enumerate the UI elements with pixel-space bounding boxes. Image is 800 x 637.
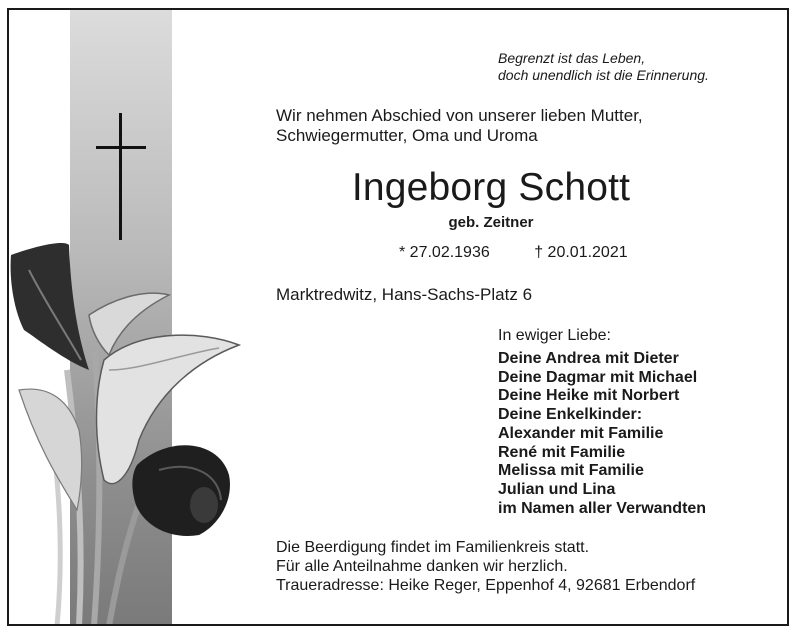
mourner-name: Deine Heike mit Norbert: [498, 387, 680, 405]
quote-line-1: Begrenzt ist das Leben,: [498, 50, 646, 66]
intro-line-2: Schwiegermutter, Oma und Uroma: [276, 126, 538, 145]
intro-line-1: Wir nehmen Abschied von unserer lieben Mutter,: [276, 106, 643, 125]
mourner-name: Alexander mit Familie: [498, 424, 664, 442]
funeral-notice: [276, 538, 695, 595]
mourners-heading: In ewiger Liebe:: [498, 327, 611, 344]
quote-line-2: doch unendlich ist die Erinnerung.: [498, 67, 709, 83]
mourners-list: [498, 350, 706, 518]
mourner-name: René mit Familie: [498, 443, 626, 461]
footer-line-2: Für alle Anteilnahme danken wir herzlich.: [276, 558, 568, 575]
quote: [498, 50, 778, 84]
mourner-name: im Namen aller Verwandten: [498, 499, 707, 517]
mourner-name: Deine Enkelkinder:: [498, 406, 643, 424]
death-date: † 20.01.2021: [534, 244, 628, 261]
maiden-name: geb. Zeitner: [448, 214, 534, 231]
mourner-name: Julian und Lina: [498, 480, 616, 498]
residence-address: Marktredwitz, Hans-Sachs-Platz 6: [276, 285, 533, 304]
deceased-name: Ingeborg Schott: [351, 166, 631, 209]
life-dates: [399, 244, 668, 262]
footer-line-1: Die Beerdigung findet im Familienkreis statt.: [276, 539, 590, 556]
mourner-name: Deine Andrea mit Dieter: [498, 350, 679, 367]
mourner-name: Melissa mit Familie: [498, 462, 644, 480]
intro-text: [276, 106, 746, 146]
mourner-name: Deine Dagmar mit Michael: [498, 368, 698, 386]
footer-line-3: Traueradresse: Heike Reger, Eppenhof 4, 92681 Erbendorf: [276, 577, 696, 594]
calla-lily-image: [9, 10, 269, 626]
birth-date: * 27.02.1936: [399, 244, 490, 261]
obituary-frame: [7, 8, 789, 626]
